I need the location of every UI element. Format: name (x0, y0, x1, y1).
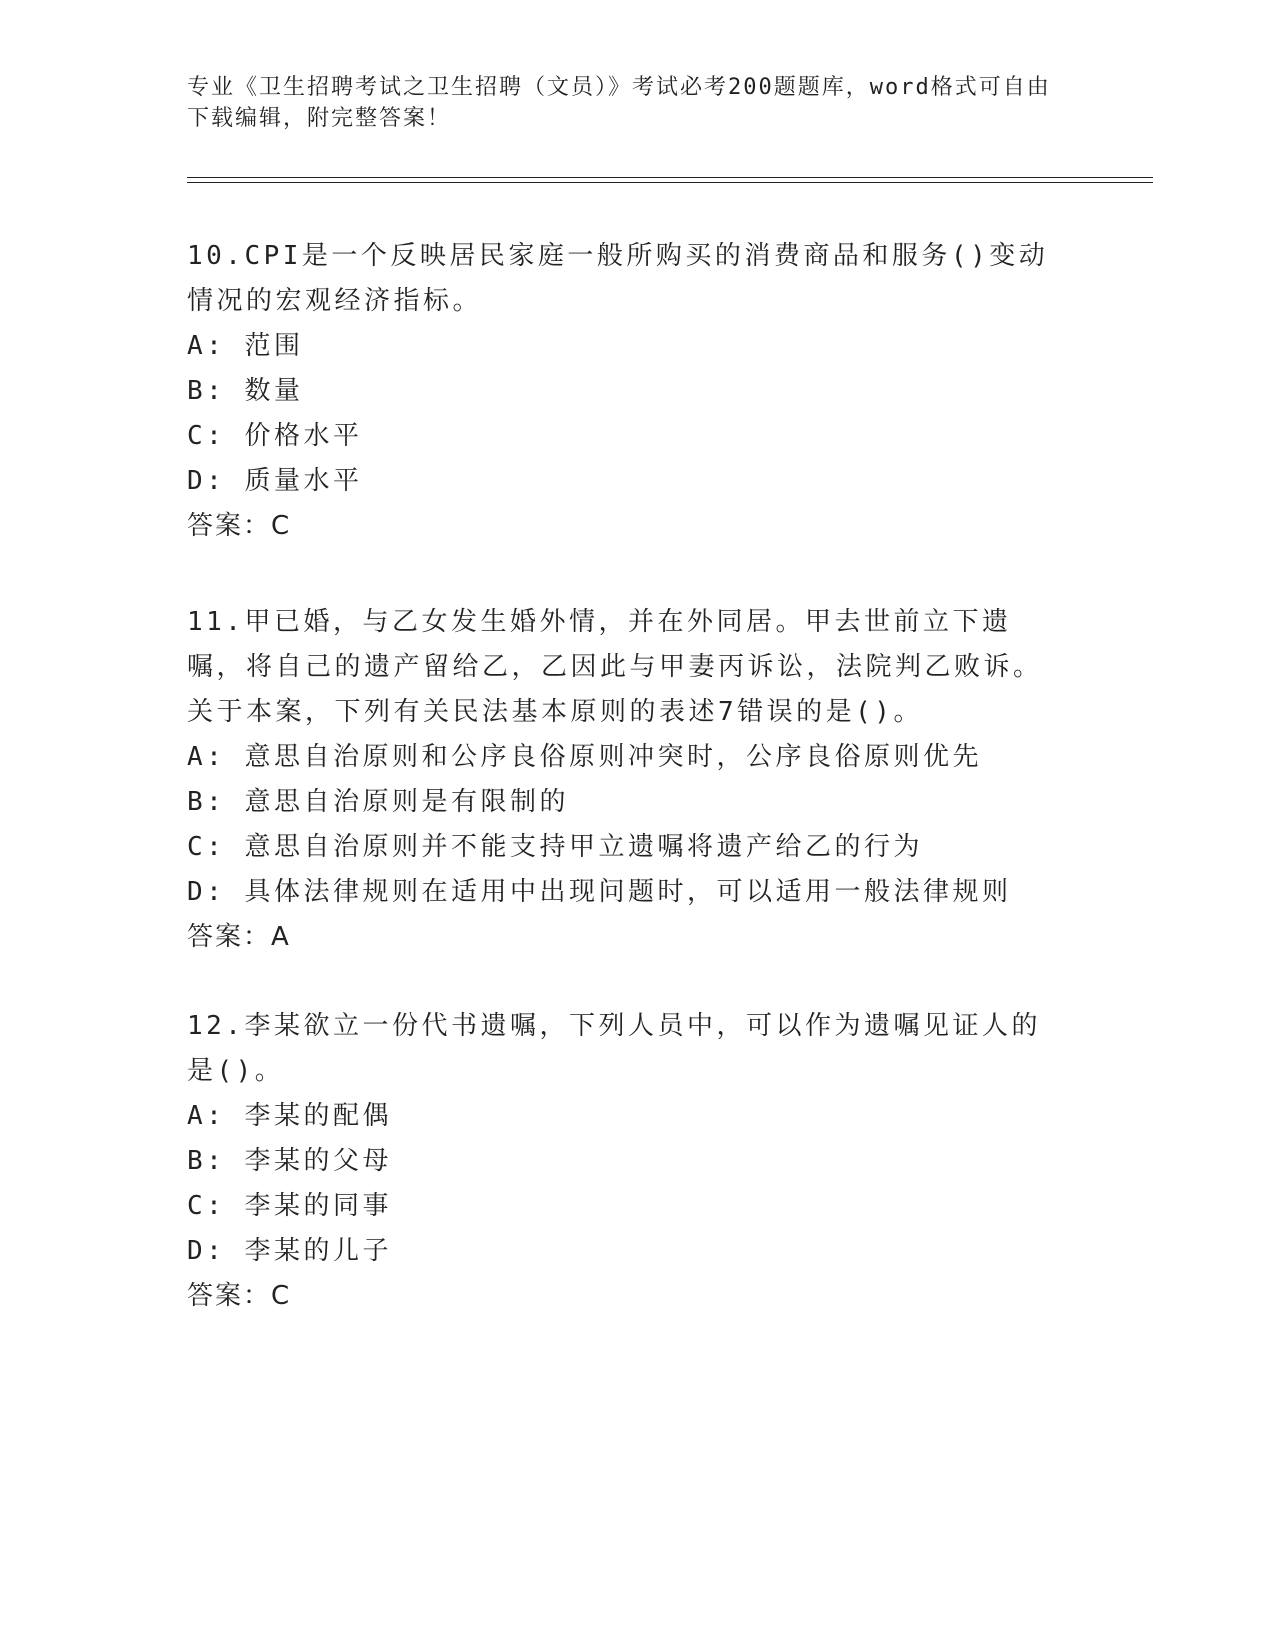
option-text: 李某的父母 (244, 1146, 392, 1176)
answer-line: 答案：C (187, 511, 292, 541)
option-text: 具体法律规则在适用中出现问题时，可以适用一般法律规则 (244, 877, 1012, 907)
option-text: 意思自治原则是有限制的 (244, 787, 569, 817)
option-d (187, 870, 1067, 915)
option-b (187, 369, 1067, 414)
option-text: 范围 (244, 331, 304, 361)
question-10 (187, 234, 1067, 549)
option-b (187, 1139, 1067, 1184)
option-letter: B: (187, 1146, 226, 1176)
option-list (187, 1094, 1067, 1274)
option-letter: D: (187, 877, 226, 907)
option-letter: A: (187, 742, 226, 772)
option-d (187, 1229, 1067, 1274)
answer-line: 答案：C (187, 1281, 292, 1311)
option-d (187, 459, 1067, 504)
option-text: 意思自治原则和公序良俗原则冲突时，公序良俗原则优先 (244, 742, 982, 772)
option-letter: C: (187, 421, 226, 451)
question-stem: 11.甲已婚，与乙女发生婚外情，并在外同居。甲去世前立下遗嘱，将自己的遗产留给乙，乙因此与甲妻丙诉讼，法院判乙败诉。关于本案，下列有关民法基本原则的表述7错误的是()。 (187, 607, 1043, 727)
option-text: 价格水平 (244, 421, 363, 451)
option-text: 数量 (244, 376, 304, 406)
option-letter: D: (187, 1236, 226, 1266)
option-letter: B: (187, 787, 226, 817)
question-12 (187, 1004, 1067, 1319)
option-text: 李某的同事 (244, 1191, 392, 1221)
option-letter: B: (187, 376, 226, 406)
option-c (187, 1184, 1067, 1229)
option-letter: A: (187, 331, 226, 361)
option-letter: D: (187, 466, 226, 496)
option-c (187, 414, 1067, 459)
document-header: 专业《卫生招聘考试之卫生招聘（文员）》考试必考200题题库，word格式可自由下载编辑，附完整答案！ (187, 75, 1051, 131)
option-a (187, 1094, 1067, 1139)
option-list (187, 735, 1067, 915)
option-text: 质量水平 (244, 466, 363, 496)
header-divider-top (187, 177, 1153, 178)
option-text: 李某的配偶 (244, 1101, 392, 1131)
option-a (187, 324, 1067, 369)
option-c (187, 825, 1067, 870)
question-stem: 12.李某欲立一份代书遗嘱，下列人员中，可以作为遗嘱见证人的是()。 (187, 1011, 1041, 1086)
header-divider-bottom (187, 182, 1153, 183)
option-letter: C: (187, 1191, 226, 1221)
question-stem: 10.CPI是一个反映居民家庭一般所购买的消费商品和服务()变动情况的宏观经济指标。 (187, 241, 1049, 316)
answer-line: 答案：A (187, 922, 291, 952)
option-letter: A: (187, 1101, 226, 1131)
option-text: 李某的儿子 (244, 1236, 392, 1266)
question-11 (187, 600, 1067, 960)
option-text: 意思自治原则并不能支持甲立遗嘱将遗产给乙的行为 (244, 832, 923, 862)
option-list (187, 324, 1067, 504)
option-letter: C: (187, 832, 226, 862)
option-b (187, 780, 1067, 825)
option-a (187, 735, 1067, 780)
